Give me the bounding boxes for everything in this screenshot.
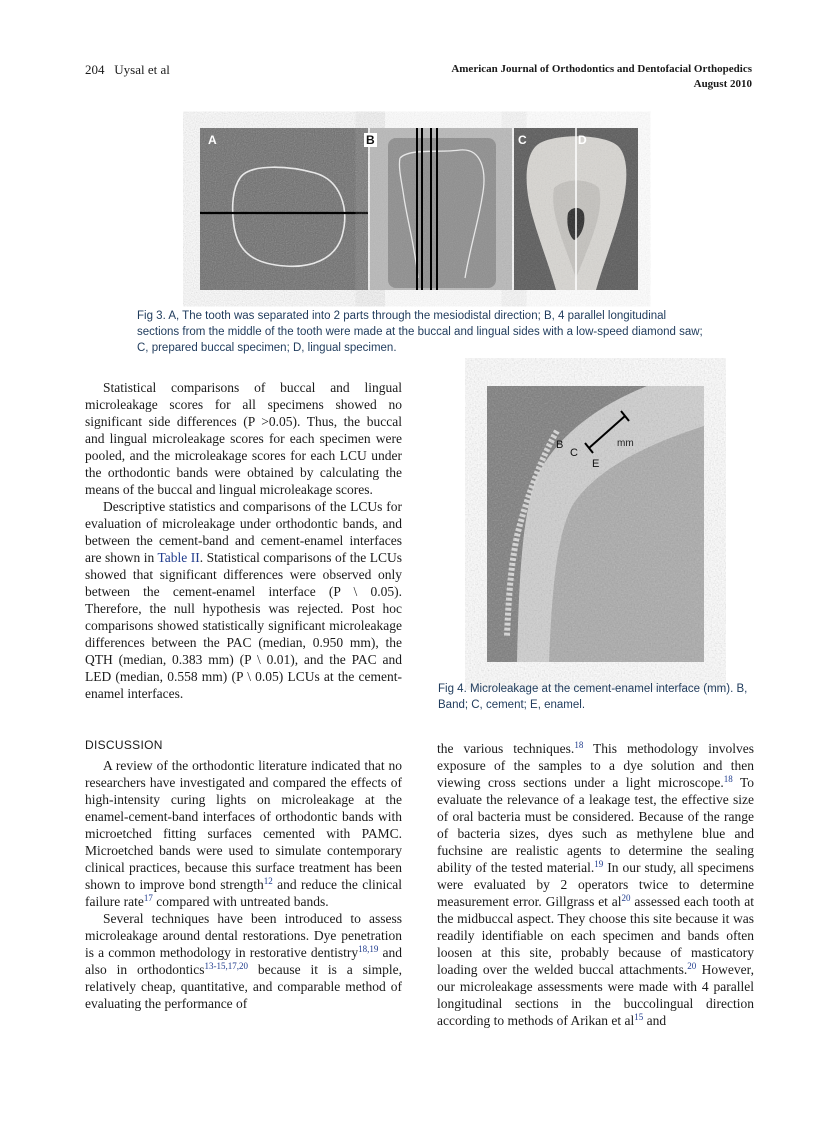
panel-label-d: D [578, 133, 587, 147]
figure-3-caption: Fig 3. A, The tooth was separated into 2 parts through the mesiodistal direction; B, 4 parallel longitudinal sections from the middle of the tooth were made at the buccal and lingual sides with a low-speed diamond saw; C, prepared buccal specimen; D, lingual specimen. [137, 310, 703, 354]
label-mm: mm [617, 438, 634, 449]
section-heading-discussion: DISCUSSION [85, 738, 163, 752]
issue-date: August 2010 [693, 78, 752, 90]
journal-title: American Journal of Orthodontics and Dentofacial Orthopedics [451, 63, 752, 75]
text-run: Several techniques have been introduced to assess microleakage around dental restorations. Dye penetration is a common methodology in restorative dentistry [85, 911, 402, 960]
label-enamel: E [592, 458, 600, 470]
figure-4-caption: Fig 4. Microleakage at the cement-enamel interface (mm). B, Band; C, cement; E, enamel. [438, 683, 748, 711]
panel-a-image [200, 128, 368, 290]
figure-4-image [487, 386, 704, 662]
running-header-left: 204 Uysal et al [85, 62, 170, 77]
text-run: To evaluate the relevance of a leakage test, the effective size of oral bacteria must be considered. Because of the range of bacteria sizes, dyes such as methylene blue and fuchsine are realistic agents to determine the sealing ability of the tested material. [437, 775, 754, 875]
text-run: A review of the orthodontic literature indicated that no researchers have investigated and compared the effects of high-intensity curing lights on microleakage at the enamel-cement-band interfaces of orthodontic bands with microetched fitting surfaces cemented with PAMC. Microetched bands were used to simulate contemporary clinical practices, because this surface treatment has been shown to improve bond strength [85, 758, 402, 892]
label-band: B [556, 439, 564, 451]
figure-4 [487, 386, 704, 662]
text-run: However, our microleakage assessments were made with 4 parallel longitudinal sections in the buccolingual direction according to methods of Arikan et al [437, 962, 754, 1028]
paragraph [85, 757, 402, 910]
citation[interactable]: 12 [263, 876, 273, 886]
citation[interactable]: 13-15,17,20 [204, 961, 248, 971]
citation[interactable]: 18,19 [358, 944, 379, 954]
panel-label-a: A [208, 133, 217, 147]
panel-label-c: C [518, 133, 527, 147]
results-text [85, 379, 402, 702]
citation[interactable]: 15 [634, 1012, 644, 1022]
running-header-right [451, 62, 752, 92]
panel-cd-image [514, 128, 638, 290]
text-run: the various techniques. [437, 741, 575, 756]
citation[interactable]: 17 [143, 893, 153, 903]
discussion-left-column [85, 757, 402, 1012]
text-run: because it is a simple, relatively cheap, quantitative, and comparable method of evaluating the performance of [85, 962, 402, 1011]
text-run: . Statistical comparisons of the LCUs showed that significant differences were observed only between the cement-enamel interface (P \ 0.05). Therefore, the null hypothesis was rejected. Post hoc comparisons showed statistically significant microleakage differences between the PAC (median, 0.950 mm), the QTH (median, 0.383 mm) (P \ 0.01), and the PAC and LED (median, 0.558 mm) (P \ 0.05) LCUs at the cement-enamel interfaces. [85, 550, 402, 701]
panel-b-image [370, 128, 512, 290]
text-run: and [643, 1013, 667, 1028]
discussion-right-column [437, 740, 754, 1029]
text-run: Descriptive statistics and comparisons of the LCUs for evaluation of microleakage under orthodontic bands, and between the cement-band and cement-enamel interfaces are shown in [85, 499, 402, 565]
label-cement: C [570, 447, 578, 459]
text-run: compared with untreated bands. [152, 894, 329, 909]
text-run: and reduce the clinical failure rate [85, 877, 402, 909]
citation[interactable]: 18 [574, 740, 584, 750]
paragraph [85, 498, 402, 702]
citation[interactable]: 20 [687, 961, 697, 971]
figure-3-panel-cd [514, 128, 638, 290]
text-run: In our study, all specimens were evaluated by 2 operators twice to determine measurement error. Gillgrass et al [437, 860, 754, 909]
figure-3-panel-a [200, 128, 368, 290]
panel-label-b: B [366, 133, 375, 147]
paragraph [85, 910, 402, 1012]
text-run: and also in orthodontics [85, 945, 403, 977]
table-ii-link[interactable]: Table II [157, 550, 200, 565]
figure-3 [200, 128, 638, 290]
citation[interactable]: 19 [594, 859, 604, 869]
figure-3-panel-b [366, 128, 512, 290]
citation[interactable]: 20 [621, 893, 631, 903]
text-run: This methodology involves exposure of the samples to a dye solution and then viewing cross sections under a light microscope. [437, 741, 755, 790]
paragraph [437, 740, 754, 1029]
paragraph: Statistical comparisons of buccal and lingual microleakage scores for all specimens showed no significant side differences (P >0.05). Thus, the buccal and lingual microleakage scores for each specimen were pooled, and the microleakage scores for each LCU under the orthodontic bands were obtained by calculating the means of the buccal and lingual microleakage scores. [85, 380, 402, 497]
text-run: assessed each tooth at the midbuccal aspect. They choose this site because it was readily identifiable on each specimen and bands often loosen at this site, probably because of masticatory loading over the welded buccal attachments. [437, 894, 754, 977]
citation[interactable]: 18 [723, 774, 733, 784]
